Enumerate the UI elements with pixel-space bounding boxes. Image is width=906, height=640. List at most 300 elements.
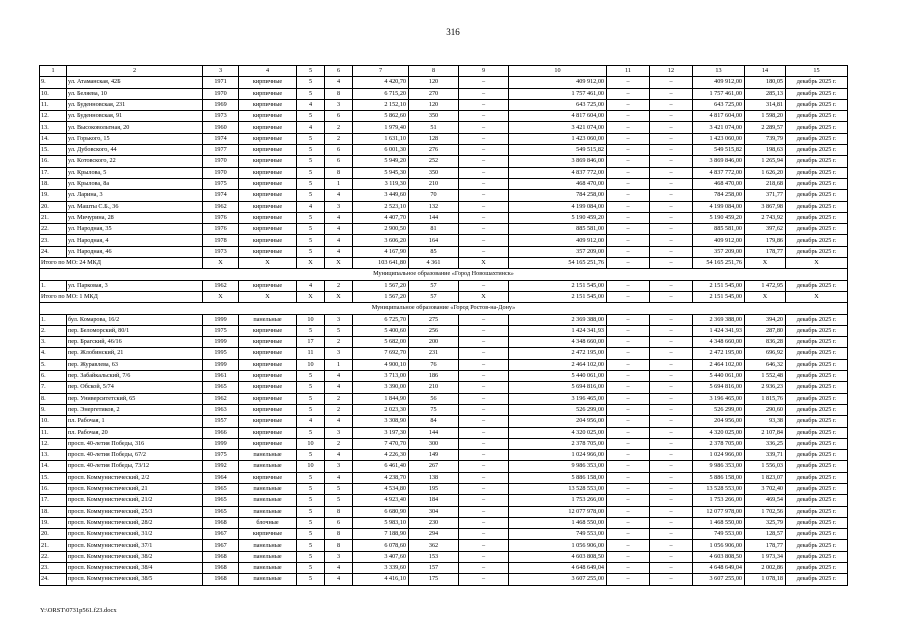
table-cell: 2 107,84: [745, 427, 786, 438]
table-cell: кирпичные: [239, 337, 297, 348]
table-cell: 4 900,10: [353, 359, 409, 370]
table-cell: –: [650, 246, 693, 257]
table-cell: 5: [297, 224, 325, 235]
table-cell: 4 837 772,00: [509, 167, 607, 178]
table-cell: панельные: [239, 483, 297, 494]
table-cell: 1999: [203, 314, 239, 325]
table-cell: 103 641,80: [353, 258, 409, 269]
table-cell: 178,77: [745, 246, 786, 257]
table-cell: –: [459, 371, 509, 382]
header-cell: 3: [203, 66, 239, 77]
table-cell: –: [607, 438, 650, 449]
table-cell: 6 680,90: [353, 506, 409, 517]
table-cell: 5: [297, 393, 325, 404]
table-cell: 8: [325, 88, 353, 99]
table-cell: 81: [409, 224, 459, 235]
table-cell: просп. Коммунистический, 21/2: [67, 495, 203, 506]
table-cell: 9 986 353,00: [693, 461, 745, 472]
table-cell: ул. Атаманская, 42Б: [67, 77, 203, 88]
table-cell: 12 077 978,00: [509, 506, 607, 517]
table-cell: X: [297, 291, 325, 302]
table-cell: –: [607, 529, 650, 540]
table-cell: 51: [409, 122, 459, 133]
table-cell: 76: [409, 359, 459, 370]
table-row: [40, 88, 848, 99]
table-row: [40, 517, 848, 528]
table-cell: 357 209,00: [509, 246, 607, 257]
table-cell: 4.: [40, 348, 67, 359]
table-cell: –: [607, 574, 650, 585]
table-cell: кирпичные: [239, 201, 297, 212]
table-cell: –: [459, 506, 509, 517]
table-cell: 350: [409, 111, 459, 122]
table-cell: –: [650, 212, 693, 223]
table-row: [40, 348, 848, 359]
table-cell: 5 694 816,00: [509, 382, 607, 393]
table-cell: 1970: [203, 167, 239, 178]
table-cell: –: [650, 574, 693, 585]
table-cell: 179,86: [745, 235, 786, 246]
table-cell: 3: [325, 427, 353, 438]
table-cell: 1 056 906,00: [509, 540, 607, 551]
table-cell: 120: [409, 99, 459, 110]
table-cell: 21.: [40, 212, 67, 223]
table-cell: 1970: [203, 88, 239, 99]
table-cell: –: [607, 348, 650, 359]
table-cell: –: [459, 167, 509, 178]
table-cell: –: [650, 88, 693, 99]
table-cell: 1966: [203, 427, 239, 438]
table-row: [40, 133, 848, 144]
table-cell: 4 199 084,00: [509, 201, 607, 212]
header-cell: 12: [650, 66, 693, 77]
table-cell: –: [650, 235, 693, 246]
table-cell: 17.: [40, 167, 67, 178]
table-cell: 1 567,20: [353, 280, 409, 291]
table-row: [40, 529, 848, 540]
table-cell: 3 713,00: [353, 371, 409, 382]
table-cell: ул. Горького, 15: [67, 133, 203, 144]
table-cell: –: [650, 178, 693, 189]
table-cell: 3: [325, 99, 353, 110]
table-cell: 1 424 341,93: [693, 325, 745, 336]
table-cell: 4 603 808,50: [693, 551, 745, 562]
table-cell: –: [459, 133, 509, 144]
table-cell: 5 694 816,00: [693, 382, 745, 393]
table-cell: 1962: [203, 201, 239, 212]
table-cell: 3 606,20: [353, 235, 409, 246]
table-cell: 1968: [203, 517, 239, 528]
table-cell: 180,05: [745, 77, 786, 88]
table-cell: 1965: [203, 495, 239, 506]
table-cell: –: [607, 167, 650, 178]
table-row: [40, 224, 848, 235]
table-cell: кирпичные: [239, 359, 297, 370]
table-cell: 4: [325, 450, 353, 461]
table-cell: 325,79: [745, 517, 786, 528]
table-cell: 2 151 545,00: [509, 280, 607, 291]
table-cell: 3 197,30: [353, 427, 409, 438]
table-cell: 10: [297, 461, 325, 472]
table-cell: –: [459, 122, 509, 133]
table-cell: 10: [297, 359, 325, 370]
table-cell: 12.: [40, 438, 67, 449]
table-cell: пл. Рабочая, 20: [67, 427, 203, 438]
table-cell: 5: [297, 371, 325, 382]
table-cell: 6: [325, 156, 353, 167]
table-cell: 1 598,20: [745, 111, 786, 122]
table-cell: декабрь 2025 г.: [786, 483, 848, 494]
table-cell: 314,81: [745, 99, 786, 110]
table-cell: 16.: [40, 483, 67, 494]
table-cell: –: [607, 416, 650, 427]
table-cell: 21.: [40, 540, 67, 551]
table-cell: 2: [325, 438, 353, 449]
table-cell: пер. Энергетиков, 2: [67, 404, 203, 415]
table-cell: 4 837 772,00: [693, 167, 745, 178]
table-cell: ул. Мичурина, 28: [67, 212, 203, 223]
table-cell: 1962: [203, 280, 239, 291]
table-cell: 4: [297, 201, 325, 212]
table-cell: 4 199 084,00: [693, 201, 745, 212]
table-cell: –: [459, 156, 509, 167]
table-cell: 6 715,20: [353, 88, 409, 99]
table-cell: кирпичные: [239, 77, 297, 88]
table-cell: просп. Коммунистический, 21: [67, 483, 203, 494]
table-cell: 8: [325, 506, 353, 517]
table-cell: 2 369 388,00: [509, 314, 607, 325]
table-cell: ул. Народная, 35: [67, 224, 203, 235]
table-cell: 646,32: [745, 359, 786, 370]
table-cell: ул. Крылова, 8а: [67, 178, 203, 189]
table-cell: декабрь 2025 г.: [786, 212, 848, 223]
table-cell: 696,92: [745, 348, 786, 359]
table-cell: ул. Крылова, 5: [67, 167, 203, 178]
table-row: [40, 337, 848, 348]
table-cell: 3 702,40: [745, 483, 786, 494]
table-cell: –: [607, 461, 650, 472]
table-cell: –: [650, 540, 693, 551]
table-cell: 4: [325, 246, 353, 257]
table-cell: 5: [297, 88, 325, 99]
table-cell: 5: [297, 156, 325, 167]
table-cell: 3 339,60: [353, 563, 409, 574]
table-cell: ул. Беляева, 10: [67, 88, 203, 99]
table-cell: –: [459, 427, 509, 438]
table-cell: –: [607, 563, 650, 574]
table-cell: 1961: [203, 371, 239, 382]
table-cell: 643 725,00: [509, 99, 607, 110]
table-cell: 4 416,10: [353, 574, 409, 585]
table-cell: 178,77: [745, 540, 786, 551]
table-cell: –: [607, 371, 650, 382]
table-cell: 10: [297, 314, 325, 325]
table-cell: –: [459, 529, 509, 540]
table-cell: 3 119,30: [353, 178, 409, 189]
table-cell: 2: [325, 404, 353, 415]
table-cell: –: [650, 99, 693, 110]
table-cell: 469,54: [745, 495, 786, 506]
table-cell: просп. 40-летия Победы, 316: [67, 438, 203, 449]
table-cell: 1 702,56: [745, 506, 786, 517]
table-cell: 144: [409, 212, 459, 223]
table-cell: ул. Народная, 46: [67, 246, 203, 257]
table-cell: 1974: [203, 133, 239, 144]
table-cell: просп. Коммунистический, 38/5: [67, 574, 203, 585]
page-number: 316: [446, 27, 460, 37]
table-cell: 157: [409, 563, 459, 574]
table-cell: 1999: [203, 359, 239, 370]
table-cell: –: [459, 540, 509, 551]
table-cell: –: [650, 483, 693, 494]
table-cell: 2 936,23: [745, 382, 786, 393]
table-cell: пер. Брагский, 46/16: [67, 337, 203, 348]
table-cell: декабрь 2025 г.: [786, 111, 848, 122]
table-cell: 5 949,20: [353, 156, 409, 167]
table-cell: –: [650, 133, 693, 144]
table-cell: декабрь 2025 г.: [786, 133, 848, 144]
table-cell: –: [607, 178, 650, 189]
table-cell: декабрь 2025 г.: [786, 427, 848, 438]
table-row: [40, 201, 848, 212]
table-cell: пер. Беломорский, 80/1: [67, 325, 203, 336]
table-cell: –: [459, 348, 509, 359]
table-cell: 1977: [203, 145, 239, 156]
table-cell: 19.: [40, 517, 67, 528]
table-cell: 7 188,90: [353, 529, 409, 540]
table-cell: 1964: [203, 472, 239, 483]
table-cell: –: [607, 258, 650, 269]
table-cell: X: [745, 291, 786, 302]
table-cell: 175: [409, 574, 459, 585]
table-cell: декабрь 2025 г.: [786, 167, 848, 178]
table-cell: 7 692,70: [353, 348, 409, 359]
table-cell: 204 956,00: [509, 416, 607, 427]
table-cell: декабрь 2025 г.: [786, 337, 848, 348]
table-cell: 4 817 604,00: [693, 111, 745, 122]
table-cell: –: [650, 551, 693, 562]
table-cell: –: [650, 371, 693, 382]
table-cell: –: [459, 483, 509, 494]
table-cell: –: [650, 190, 693, 201]
table-cell: 2: [325, 122, 353, 133]
table-cell: –: [459, 111, 509, 122]
table-cell: кирпичные: [239, 156, 297, 167]
table-row: [40, 246, 848, 257]
table-cell: кирпичные: [239, 99, 297, 110]
table-cell: 549 515,82: [509, 145, 607, 156]
table-cell: 17: [297, 337, 325, 348]
table-cell: 24.: [40, 574, 67, 585]
table-cell: 8: [325, 540, 353, 551]
table-cell: 287,80: [745, 325, 786, 336]
table-cell: пер. Журавлева, 63: [67, 359, 203, 370]
table-cell: ул. Народная, 4: [67, 235, 203, 246]
table-cell: –: [459, 235, 509, 246]
table-cell: 85: [409, 246, 459, 257]
table-cell: кирпичные: [239, 325, 297, 336]
table-cell: 2 472 195,00: [509, 348, 607, 359]
table-cell: –: [607, 201, 650, 212]
table-cell: –: [607, 450, 650, 461]
table-cell: 14.: [40, 133, 67, 144]
table-row: [40, 483, 848, 494]
table-cell: 84: [409, 416, 459, 427]
table-cell: 1974: [203, 190, 239, 201]
table-cell: 1965: [203, 506, 239, 517]
table-cell: 4 320 025,00: [509, 427, 607, 438]
table-cell: 3: [325, 348, 353, 359]
table-cell: 1971: [203, 77, 239, 88]
table-cell: 1 423 060,00: [693, 133, 745, 144]
table-cell: ул. Буденновская, 231: [67, 99, 203, 110]
subtotal-row: [40, 291, 848, 302]
table-cell: 409 912,00: [693, 77, 745, 88]
table-cell: просп. Коммунистический, 2/2: [67, 472, 203, 483]
table-row: [40, 280, 848, 291]
table-cell: –: [459, 246, 509, 257]
table-cell: –: [607, 190, 650, 201]
table-cell: 784 258,00: [693, 190, 745, 201]
table-cell: 198,63: [745, 145, 786, 156]
table-cell: 362: [409, 540, 459, 551]
table-cell: –: [459, 450, 509, 461]
table-cell: 304: [409, 506, 459, 517]
table-cell: –: [607, 506, 650, 517]
table-cell: 1976: [203, 224, 239, 235]
table-cell: –: [607, 224, 650, 235]
table-cell: –: [650, 291, 693, 302]
footer-file-path: Y:\ORST\0731p561.f23.docx: [40, 607, 117, 614]
table-cell: –: [607, 156, 650, 167]
table-cell: –: [607, 235, 650, 246]
table-cell: 2: [325, 133, 353, 144]
table-cell: 70: [409, 190, 459, 201]
table-cell: 3: [325, 551, 353, 562]
table-cell: 1960: [203, 122, 239, 133]
table-cell: 164: [409, 235, 459, 246]
table-cell: 409 912,00: [693, 235, 745, 246]
table-cell: 3 867,98: [745, 201, 786, 212]
table-cell: 2: [325, 393, 353, 404]
table-cell: 8.: [40, 393, 67, 404]
table-cell: ул. Машты С.Б., 36: [67, 201, 203, 212]
table-cell: 4 167,90: [353, 246, 409, 257]
table-cell: декабрь 2025 г.: [786, 506, 848, 517]
table-cell: 23.: [40, 563, 67, 574]
table-cell: 5 945,30: [353, 167, 409, 178]
table-cell: –: [650, 258, 693, 269]
table-cell: 2 151 545,00: [509, 291, 607, 302]
table-cell: 643 725,00: [693, 99, 745, 110]
table-cell: 23.: [40, 235, 67, 246]
table-cell: –: [607, 145, 650, 156]
table-cell: 3: [325, 314, 353, 325]
table-cell: 5: [297, 111, 325, 122]
table-cell: 2 472 195,00: [693, 348, 745, 359]
table-cell: декабрь 2025 г.: [786, 178, 848, 189]
table-cell: кирпичные: [239, 111, 297, 122]
header-cell: 11: [607, 66, 650, 77]
table-cell: просп. 40-летия Победы, 73/12: [67, 461, 203, 472]
table-cell: –: [459, 495, 509, 506]
table-cell: –: [607, 111, 650, 122]
table-cell: –: [459, 574, 509, 585]
table-cell: 2: [325, 280, 353, 291]
table-cell: 1968: [203, 574, 239, 585]
table-cell: 409 912,00: [509, 77, 607, 88]
table-cell: 1 753 266,00: [509, 495, 607, 506]
table-cell: X: [239, 258, 297, 269]
table-cell: 2 023,30: [353, 404, 409, 415]
table-cell: 3 196 465,00: [693, 393, 745, 404]
header-cell: 14: [745, 66, 786, 77]
table-cell: ул. Парковая, 3: [67, 280, 203, 291]
table-cell: пер. Забайкальский, 7/6: [67, 371, 203, 382]
table-cell: 7 470,70: [353, 438, 409, 449]
header-cell: 7: [353, 66, 409, 77]
table-cell: 1 468 550,00: [509, 517, 607, 528]
table-cell: панельные: [239, 461, 297, 472]
header-cell: 1: [40, 66, 67, 77]
table-cell: 275: [409, 314, 459, 325]
table-cell: 1 078,18: [745, 574, 786, 585]
table-cell: 4 603 808,50: [509, 551, 607, 562]
table-cell: панельные: [239, 574, 297, 585]
table-cell: 2 900,50: [353, 224, 409, 235]
table-cell: 4: [297, 122, 325, 133]
table-cell: 6 461,40: [353, 461, 409, 472]
table-cell: декабрь 2025 г.: [786, 382, 848, 393]
table-cell: 371,77: [745, 190, 786, 201]
table-cell: 24.: [40, 246, 67, 257]
table-cell: 56: [409, 393, 459, 404]
table-cell: 210: [409, 382, 459, 393]
table-cell: просп. Коммунистический, 38/2: [67, 551, 203, 562]
table-cell: 3 449,60: [353, 190, 409, 201]
table-cell: декабрь 2025 г.: [786, 359, 848, 370]
table-row: [40, 99, 848, 110]
table-cell: панельные: [239, 314, 297, 325]
table-cell: ул. Буденновская, 91: [67, 111, 203, 122]
table-cell: 12 077 978,00: [693, 506, 745, 517]
table-cell: 149: [409, 450, 459, 461]
table-cell: –: [459, 99, 509, 110]
table-cell: –: [459, 438, 509, 449]
table-cell: декабрь 2025 г.: [786, 540, 848, 551]
table-cell: декабрь 2025 г.: [786, 393, 848, 404]
table-cell: кирпичные: [239, 246, 297, 257]
table-cell: ул. Ларина, 3: [67, 190, 203, 201]
table-cell: кирпичные: [239, 212, 297, 223]
table-cell: 5 190 459,20: [509, 212, 607, 223]
header-cell: 13: [693, 66, 745, 77]
table-cell: –: [650, 314, 693, 325]
table-cell: 5: [297, 563, 325, 574]
table-cell: 1995: [203, 348, 239, 359]
table-cell: 5: [325, 325, 353, 336]
table-cell: 138: [409, 472, 459, 483]
table-row: [40, 178, 848, 189]
table-cell: 1 552,48: [745, 371, 786, 382]
table-cell: –: [607, 551, 650, 562]
table-cell: 1 424 341,93: [509, 325, 607, 336]
table-cell: –: [607, 77, 650, 88]
table-cell: 4: [325, 77, 353, 88]
table-cell: кирпичные: [239, 133, 297, 144]
table-cell: 2 743,92: [745, 212, 786, 223]
table-cell: 4: [325, 472, 353, 483]
